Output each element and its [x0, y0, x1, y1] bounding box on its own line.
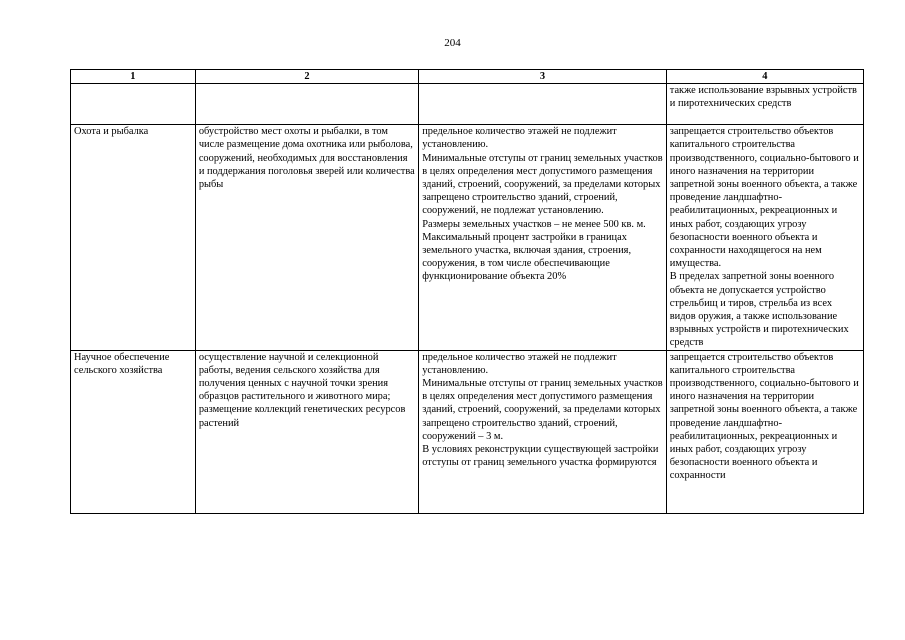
text-paragraph: предельное количество этажей не подлежит установлению.: [422, 126, 617, 151]
land-use-table: [70, 69, 864, 514]
text-paragraph: В условиях реконструкции существующей застройки отступы от границ земельного участка формируются: [422, 444, 659, 469]
page-number: 204: [444, 37, 461, 49]
text-paragraph: Минимальные отступы от границ земельных участков в целях определения мест допустимого размещения зданий, строений, сооружений, за пределами которых запрещено строительство зданий, строений, сооружений, не подлежат установлению.: [422, 152, 663, 217]
cell-parameters: [419, 125, 667, 350]
text-paragraph: Охота и рыбалка: [74, 126, 149, 138]
cell-description: [195, 350, 418, 513]
cell-use-name: [71, 350, 196, 513]
cell-empty: [71, 84, 196, 125]
continuation-row: [71, 84, 864, 125]
text-paragraph: Минимальные отступы от границ земельных участков в целях определения мест допустимого размещения зданий, строений, сооружений, за пределами которых запрещено строительство зданий, строений, сооружений – 3 м.: [422, 378, 663, 442]
cell-restrictions: [666, 84, 863, 125]
text-paragraph: запрещается строительство объектов капитального строительства производственного, социально-бытового и иного назначения на территории запретной зоны военного объекта, а также проведение ландшафтно-реабилитационных, рекреационных и иных работ, создающих угрозу безопасности военного объекта и сохранности: [669, 351, 859, 482]
cell-parameters: [419, 350, 667, 513]
text-paragraph: Максимальный процент застройки в границах земельного участка, включая здания, строения, сооружения, в том числе обеспечивающие функционирование объекта 20%: [422, 231, 632, 283]
cell-use-name: [71, 125, 196, 350]
text-paragraph: В пределах запретной зоны военного объекта не допускается устройство стрельбищ и тиров, стрельба из всех видов оружия, а также использование взрывных устройств и пиротехнических средств: [669, 271, 849, 349]
text-paragraph: Научное обеспечение сельского хозяйства: [74, 351, 170, 376]
table-row: [71, 350, 864, 513]
text-paragraph: также использование взрывных устройств и пиротехнических средств: [669, 85, 857, 110]
cell-restrictions: [666, 350, 863, 513]
column-header-1: 1: [71, 70, 196, 84]
text-paragraph: предельное количество этажей не подлежит установлению.: [422, 351, 617, 376]
text-paragraph: Размеры земельных участков – не менее 500 кв. м.: [422, 218, 646, 230]
column-header-3: 3: [419, 70, 667, 84]
text-paragraph: запрещается строительство объектов капитального строительства производственного, социально-бытового и иного назначения на территории запретной зоны военного объекта, а также проведение ландшафтно-реабилитационных, рекреационных и иных работ, создающих угрозу безопасности военного объекта и сохранности находящегося на нем имущества.: [669, 126, 859, 270]
table-header-row: [71, 70, 864, 84]
cell-empty: [419, 84, 667, 125]
text-paragraph: осуществление научной и селекционной работы, ведения сельского хозяйства для получения ценных с научной точки зрения образцов растительного и животного мира;: [198, 351, 391, 403]
table-row: [71, 125, 864, 350]
text-paragraph: размещение коллекций генетических ресурсов растений: [198, 404, 406, 429]
cell-restrictions: [666, 125, 863, 350]
column-header-4: 4: [666, 70, 863, 84]
cell-empty: [195, 84, 418, 125]
cell-description: [195, 125, 418, 350]
text-paragraph: обустройство мест охоты и рыбалки, в том числе размещение дома охотника или рыболова, сооружений, необходимых для восстановления и поддержания поголовья зверей или количества рыбы: [198, 126, 415, 191]
column-header-2: 2: [195, 70, 418, 84]
